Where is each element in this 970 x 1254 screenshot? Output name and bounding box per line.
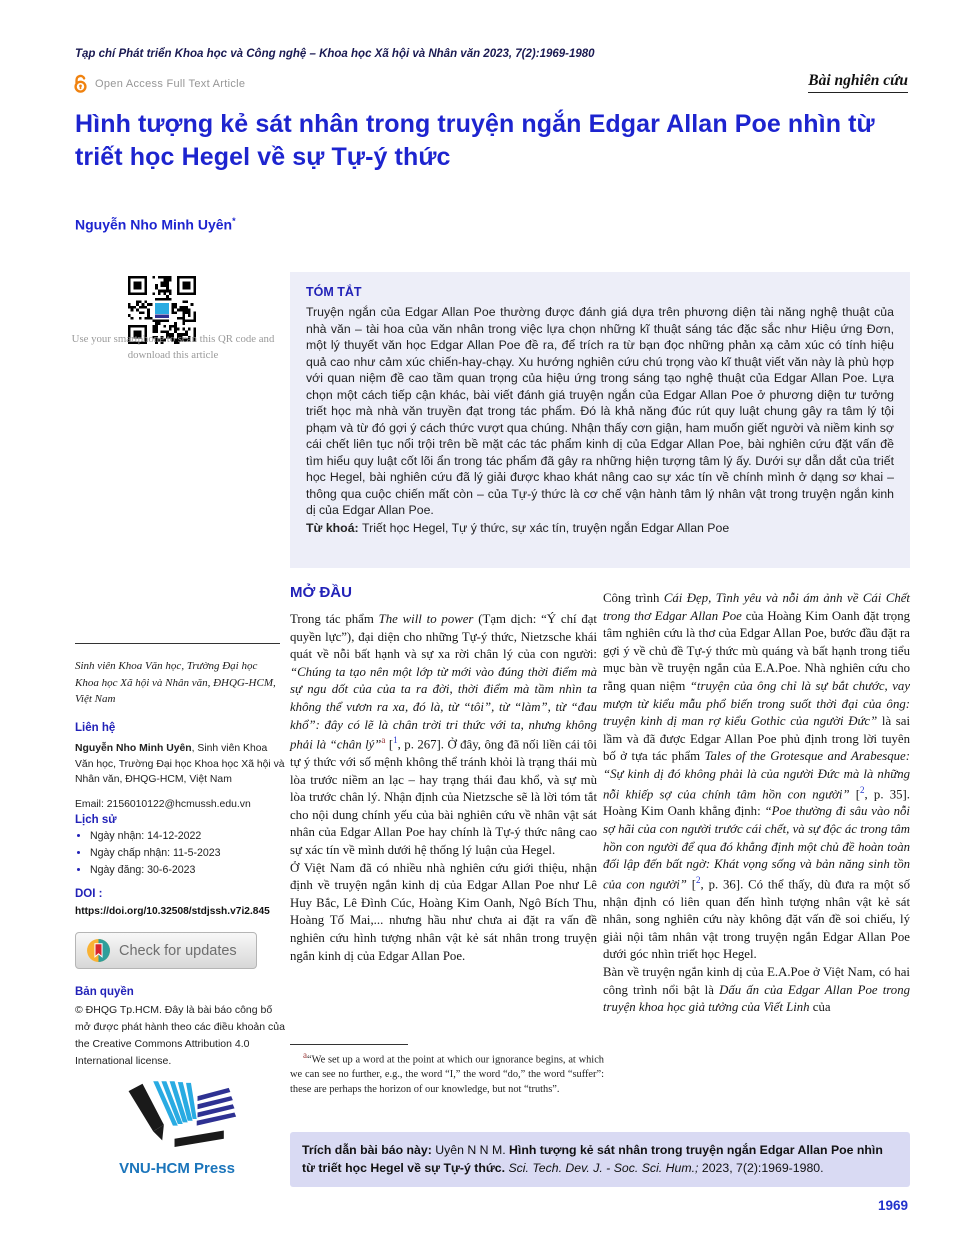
contact-email: Email: 2156010122@hcmussh.edu.vn [75, 799, 251, 810]
crossmark-icon [86, 938, 111, 963]
history-accepted: • Ngày chấp nhận: 11-5-2023 [90, 845, 300, 862]
abstract-box [290, 272, 910, 568]
doi-link[interactable]: https://doi.org/10.32508/stdjssh.v7i2.845 [75, 906, 270, 917]
open-access-row [72, 74, 245, 93]
contact-heading: Liên hệ [75, 722, 116, 734]
copyright-text: © ĐHQG Tp.HCM. Đây là bài báo công bố mở được phát hành theo các điều khoản của the Creative Commons Attribution 4.0 International license. [75, 1004, 285, 1067]
check-for-updates-button[interactable] [75, 932, 257, 969]
history-list [75, 828, 300, 879]
author-affiliation: Sinh viên Khoa Văn học, Trường Đại học Khoa học Xã hội và Nhân văn, ĐHQG-HCM, Việt Nam [75, 660, 276, 705]
open-access-lock-icon [72, 74, 89, 93]
footnote-divider [290, 1044, 408, 1045]
footnote-block [290, 1044, 604, 1098]
author-affiliation-mark: * [232, 216, 236, 226]
history-published: • Ngày đăng: 30-6-2023 [90, 862, 300, 879]
press-logo-icon [102, 1078, 252, 1156]
history-heading: Lịch sử [75, 814, 117, 826]
doi-heading: DOI : [75, 888, 103, 900]
page-number: 1969 [877, 1198, 908, 1213]
citation-box: Trích dẫn bài báo này: Uyên N N M. Hình tượng kẻ sát nhân trong truyện ngắn Edgar Allan Poe nhìn từ triết học Hegel về sự Tự-ý thức. Sci. Tech. Dev. J. - Soc. Sci. Hum.; 2023, 7(2):1969-1980. [290, 1132, 910, 1187]
open-access-label: Open Access Full Text Article [95, 77, 246, 90]
check-for-updates-label: Check for updates [119, 942, 237, 959]
abstract-text: Truyện ngắn của Edgar Allan Poe thường được đánh giá dựa trên phương diện tài năng nghệ thuật của nhà văn – tài hoa của văn nhân trong việc lựa chọn những kĩ thuật sáng tác đặc sắc như Hiệu ứng Đơn, một lý thuyết văn học Edgar Allan Poe đề ra, để trích ra từ bạn đọc những phản xạ cảm xúc có tính hiệu quả cao như cảm xúc chiến-hay-chạy. Xu hướng nghiên cứu chú trọng vào kĩ thuật viết văn này là phù hợp với quan niệm đề cao tầm quan trọng của hiệu ứng trong sáng tạo nghệ thuật của Edgar Allan Poe. Lựa chọn một cách tiếp cận khác, bài viết đánh giá truyện ngắn của Edgar Allan Poe ở phương diện tư tưởng triết học mà nhà văn truyền đạt trong tác phẩm. Đó là khả năng đúc rút quy luật chung gây ra tâm lý tội phạm và từ đó gợi ý cách thức vượt qua chúng. Nhận thấy cơn giận, ham muốn giết người và niềm kinh sợ cái chết liên tục nổi trội trên bề mặt các tác phẩm kinh dị của Edgar Allan Poe, bài nghiên cứu đặt vấn đề tìm hiểu quy luật cốt lõi ẩn trong tác phẩm đã gây ra những hiện tượng tâm lý ấy. Dưới sự dẫn dắt của triết học Hegel, bài nghiên cứu đã lý giải được khao khát nâng cao sự xác tín về chính mình ở dạng sơ khai – thông qua cuộc chiến mất còn – của Tự-ý thức là cơ chế vận hành tâm lý nhân vật trong truyện ngắn kinh dị của Edgar Allan Poe. [306, 305, 894, 518]
body-paragraph: Công trình Cái Đẹp, Tình yêu và nỗi ám ảnh về Cái Chết trong thơ Edgar Allan Poe của Hoàng Kim Oanh đặt trọng tâm nghiên cứu là thơ của Edgar Allan Poe, bước đầu đặt ra gợi ý về chủ đề Tự-ý thức mù quáng và bất hạnh trong tiểu mục bàn về truyện ngắn của E.A.Poe. Nhà nghiên cứu cho rằng quan niệm “truyện của ông chỉ là sự bắt chước, vay mượn từ kiểu mẫu phổ biến trong suốt thời đại của ông: truyện kinh dị man rợ kiểu Gothic của người Đức” là sai lầm và đã được Edgar Allan Poe phủ định trong lời tuyên bố ở tựa tác phẩm Tales of the Grotesque and Arabesque: “Sự kinh dị đó không phải là của người Đức mà là những nỗi khiếp sợ của chính tâm hồn con người” [$^2$, p. 35]. Hoàng Kim Oanh khẳng định: “Poe thường đi sâu vào nỗi sợ hãi của con người trước cái chết, và sự độc ác trong tâm hồn con người để qua đó khẳng định một chủ đề hoàn toàn đối lập đến bất ngờ: Khát vọng sống và bản năng sinh tồn của con người” [$^2$, p. 36]. Có thể thấy, dù đưa ra một số nhận định có liên quan đến hình tượng nhân vật kẻ sát nhân, song nghiên cứu này không đặt vấn đề soi chiếu, lý giải nội tâm nhân vật trong truyện ngắn Edgar Allan Poe dưới góc nhìn triết học Hegel. [603, 591, 911, 962]
sidebar-divider [75, 643, 280, 644]
body-paragraph: Ở Việt Nam đã có nhiều nhà nghiên cứu giới thiệu, nhận định về truyện ngắn kinh dị của Edgar Allan Poe như Lê Huy Bắc, Lê Đình Cúc, Hoàng Kim Oanh, Ngô Bích Thu, Hoàng Tố Mai,... nhưng hầu như chưa ai đặt ra vấn đề nghiên cứu hình tượng nhân vật kẻ sát nhân trong truyện ngắn kinh dị của Edgar Allan Poe. [290, 860, 597, 963]
footnote-text: $^a$“We set up a word at the point at which our ignorance begins, at which we can see no further, e.g., the word “I,” the word “do,” the word “suffer”: these are perhaps the horizon of our knowledge, but not “truths”. [290, 1050, 604, 1096]
body-left-column [290, 611, 597, 965]
abstract-heading: TÓM TẮT [306, 285, 362, 299]
keywords-line: Từ khoá: Triết học Hegel, Tự ý thức, sự xác tín, truyện ngắn Edgar Allan Poe [306, 520, 730, 535]
contact-details: Nguyễn Nho Minh Uyên, Sinh viên Khoa Văn học, Trường Đại học Khoa học Xã hội và Nhân văn, ĐHQG-HCM, Việt Nam [75, 743, 285, 786]
journal-header-line: Tạp chí Phát triển Khoa học và Công nghệ – Khoa học Xã hội và Nhân văn 2023, 7(2):1969-1980 [75, 48, 595, 60]
section-heading-intro: MỞ ĐẦU [290, 584, 352, 601]
body-paragraph: Bàn về truyện ngắn kinh dị của E.A.Poe ở Việt Nam, có hai công trình nổi bật là Dấu ấn của Edgar Allan Poe trong truyện khoa học giả tưởng của Viết Linh của [603, 965, 910, 1015]
body-paragraph: Trong tác phẩm The will to power (Tạm dịch: “Ý chí đạt quyền lực”), đại diện cho những Tự-ý thức, Nietzsche khái quát về nỗi bất hạnh và sự xa rời chân lý của con người: “Chúng ta tạo nên một lớp từ mới vào đúng thời điểm mà sự ngu dốt của của ta ra đời, thời điểm mà tầm nhìn ta không thể vươn ra xa, đó là, từ “tôi”, từ “làm”, từ “đau khổ”: đây có lẽ là chân trời tri thức với ta, nhưng không phải là “chân lý”$^a$ [$^1$, p. 267]. Ở đây, ông đã nối liền cái tôi tự ý thức với số mệnh không thể tránh khỏi là trạng thái mù lòa trước niềm an lạc – hay trạng thái đau khổ, và sự mù lòa trước chân lý. Nhận định của Nietzsche sẽ là lời tóm tắt cho nội dung chính yếu của bài nghiên cứu về nhân vật sát nhân của Edgar Allan Poe hay chính là Tự-ý thức nâng cao sự xác tín về mình dưới hệ thống lý luận của Hegel. [290, 612, 597, 857]
vnu-hcm-press-logo [98, 1078, 256, 1177]
body-right-column [603, 590, 910, 1017]
copyright-heading: Bản quyền [75, 986, 134, 998]
qr-caption: Use your smartphone to scan this QR code and download this article [71, 333, 275, 361]
page-title: Hình tượng kẻ sát nhân trong truyện ngắn Edgar Allan Poe nhìn từ triết học Hegel về sự Tự-ý thức [75, 110, 875, 171]
press-name: VNU-HCM Press [119, 1160, 235, 1177]
history-received: • Ngày nhận: 14-12-2022 [90, 828, 300, 845]
article-type-label: Bài nghiên cứu [808, 72, 908, 93]
author-name: Nguyễn Nho Minh Uyên* [75, 216, 236, 233]
